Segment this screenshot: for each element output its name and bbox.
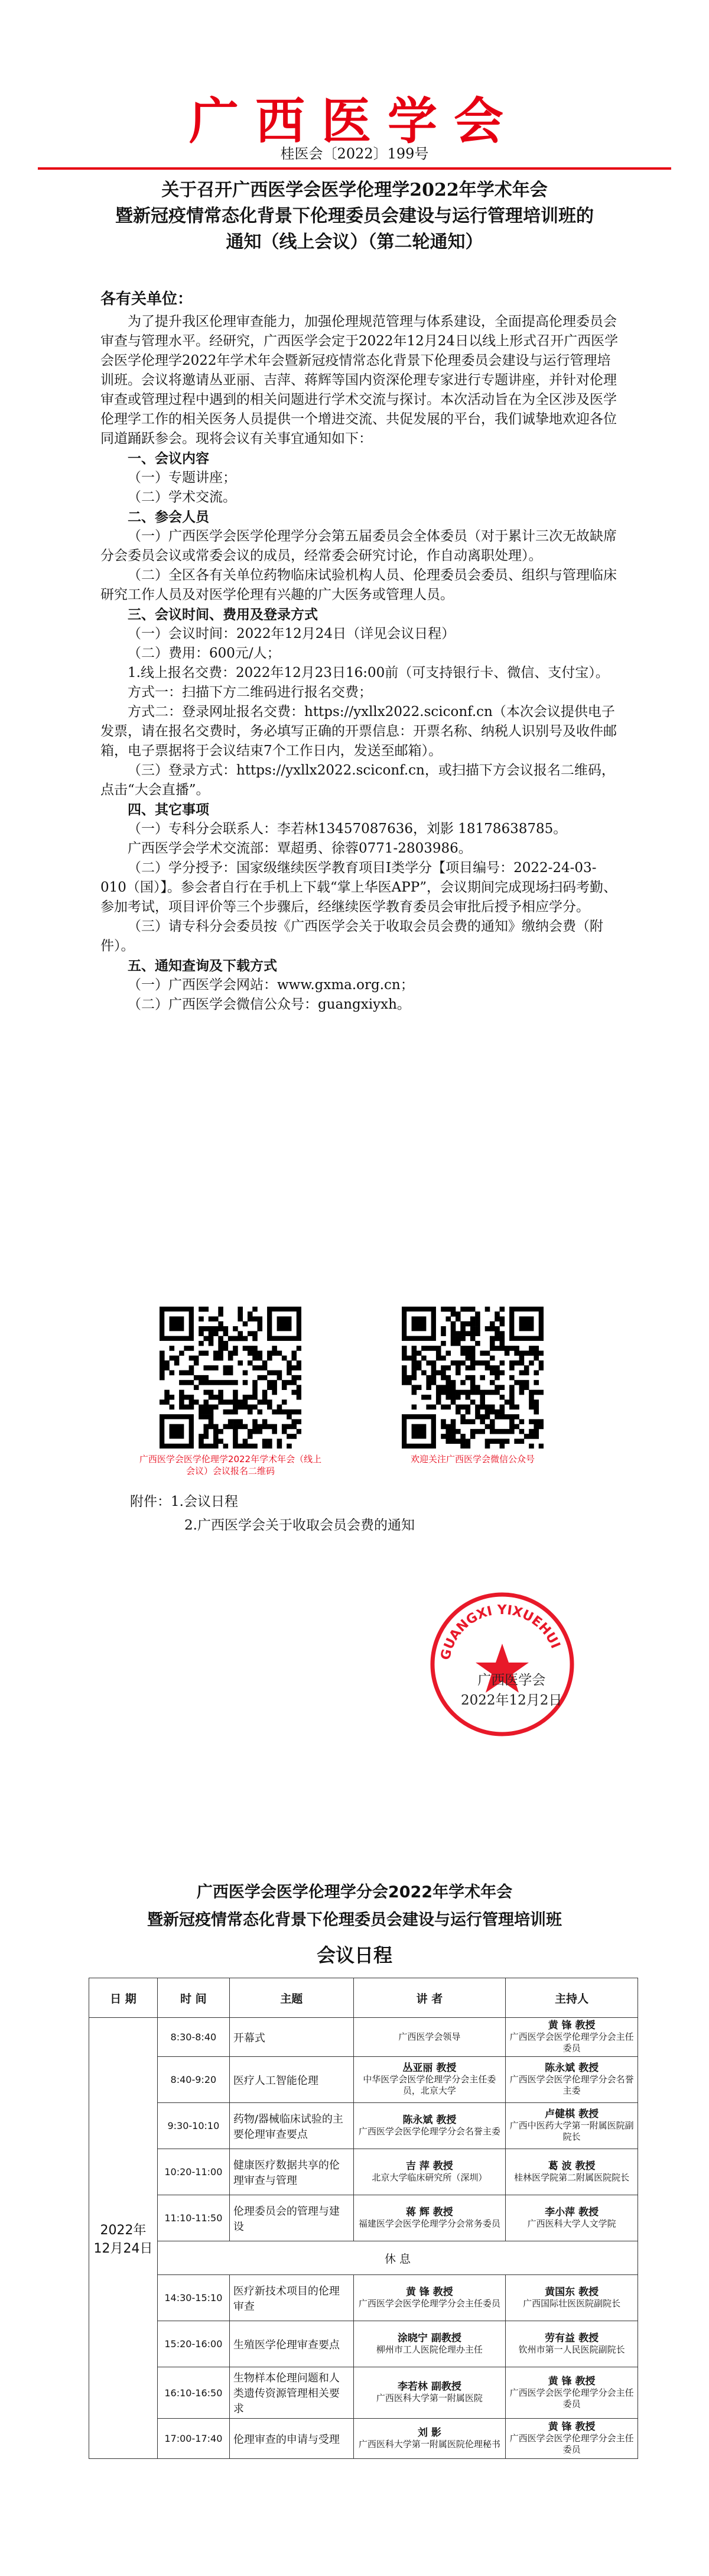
host-org: 桂林医学院第二附属医院院长	[514, 2172, 630, 2183]
host-name: 陈永斌 教授	[545, 2062, 599, 2074]
time-cell: 11:10-11:50	[157, 2195, 229, 2241]
time-cell: 16:10-16:50	[157, 2367, 229, 2419]
speaker-org: 广西医学会医学伦理学分会名誉主委	[358, 2125, 500, 2137]
time-cell: 15:20-16:00	[157, 2321, 229, 2367]
speaker-cell	[353, 2149, 506, 2195]
svg-text:GUANGXI YIXUEHUI: GUANGXI YIXUEHUI	[438, 1602, 563, 1662]
topic-cell: 健康医疗数据共享的伦理审查与管理	[229, 2149, 353, 2195]
masthead-title: 广西医学会	[188, 92, 520, 150]
speaker-org: 广西医科大学第一附属医院	[376, 2393, 483, 2403]
paragraph: （一）广西医学会医学伦理学分会第五届委员会全体委员（对于累计三次无故缺席分会委员会议或常委会议的成员，经常委会研究讨论，作自动离职处理）。	[100, 529, 617, 563]
paragraph: 方式二：登录网址报名交费：https://yxllx2022.sciconf.cn（本次会议提供电子发票，请在报名交费时，务必填写正确的开票信息：开票名称、纳税人识别号及收件邮箱，电子票据将于会议结束7个工作日内，发送至邮箱）。	[100, 704, 617, 759]
qr-caption: 欢迎关注广西医学会微信公众号	[410, 1454, 535, 1464]
host-org: 广西医科大学人文学院	[527, 2218, 616, 2229]
title-line: 关于召开广西医学会医学伦理学2022年学术年会	[161, 180, 548, 200]
red-divider	[38, 167, 671, 170]
host-name: 葛 波 教授	[548, 2160, 596, 2172]
speaker-cell	[353, 2057, 506, 2103]
qr-pattern	[402, 1307, 544, 1449]
topic-cell: 伦理委员会的管理与建设	[229, 2195, 353, 2241]
speaker-org: 广西医学会医学伦理学分会主任委员	[358, 2298, 500, 2309]
speaker-org: 广西医学会领导	[398, 2031, 461, 2042]
schedule-table	[89, 1978, 638, 2459]
host-org: 广西医学会医学伦理学分会主任委员	[509, 2387, 634, 2409]
attachment-item: 2.广西医学会关于收取会员会费的通知	[184, 1518, 415, 1533]
section-heading: 一、会议内容	[128, 451, 209, 466]
table-row	[89, 2195, 638, 2241]
speaker-org: 福建医学会医学伦理学分会常务委员	[358, 2218, 500, 2229]
host-org: 钦州市第一人民医院副院长	[518, 2344, 625, 2355]
speaker-name: 涂晓宁 副教授	[397, 2332, 461, 2344]
host-name: 黄 锋 教授	[548, 2020, 596, 2031]
topic-cell: 生殖医学伦理审查要点	[229, 2321, 353, 2367]
title-line: 通知（线上会议）（第二轮通知）	[226, 232, 483, 252]
speaker-name: 黄 锋 教授	[405, 2286, 453, 2298]
speaker-cell	[353, 2103, 506, 2149]
column-header: 日 期	[89, 1978, 158, 2018]
speaker-cell	[353, 2419, 506, 2459]
paragraph: （三）登录方式：https://yxllx2022.sciconf.cn，或扫描下方会议报名二维码，点击“大会直播”。	[100, 763, 615, 798]
time-cell: 10:20-11:00	[157, 2149, 229, 2195]
speaker-name: 蒋 辉 教授	[405, 2206, 453, 2218]
notice-title	[0, 177, 709, 255]
signature-block	[461, 1670, 562, 1710]
break-row	[89, 2241, 638, 2275]
host-cell	[506, 2103, 638, 2149]
schedule-title-line1: 广西医学会医学伦理学分会2022年学术年会	[196, 1883, 513, 1901]
time-cell: 17:00-17:40	[157, 2419, 229, 2459]
section-heading: 五、通知查询及下载方式	[128, 958, 277, 974]
wechat-qr-block	[378, 1307, 567, 1465]
registration-qr-code[interactable]	[160, 1307, 301, 1449]
column-header: 讲 者	[353, 1978, 506, 2018]
host-org: 广西医学会医学伦理学分会主任委员	[509, 2433, 634, 2455]
speaker-name: 丛亚丽 教授	[402, 2062, 457, 2074]
host-cell	[506, 2018, 638, 2057]
host-name: 黄 锋 教授	[548, 2421, 596, 2433]
schedule-title-line3: 会议日程	[316, 1944, 392, 1966]
date-cell: 2022年12月24日	[89, 2018, 158, 2459]
sign-date: 2022年12月2日	[461, 1693, 562, 1708]
table-row	[89, 2275, 638, 2321]
paragraph: （三）请专科分会委员按《广西医学会关于收取会员会费的通知》缴纳会费（附件）。	[100, 919, 603, 954]
attachments	[130, 1490, 415, 1537]
time-cell: 8:40-9:20	[157, 2057, 229, 2103]
speaker-org: 中华医学会医学伦理学分会主任委员，北京大学	[363, 2074, 496, 2096]
qr-caption: 广西医学会医学伦理学2022年学术年会（线上会议）会议报名二维码	[139, 1454, 322, 1476]
host-name: 李小萍 教授	[545, 2206, 599, 2218]
host-name: 卢健棋 教授	[545, 2108, 599, 2120]
speaker-cell	[353, 2275, 506, 2321]
section-heading: 三、会议时间、费用及登录方式	[128, 607, 318, 623]
speaker-cell	[353, 2367, 506, 2419]
section-heading: 二、参会人员	[128, 509, 209, 525]
title-line: 暨新冠疫情常态化背景下伦理委员会建设与运行管理培训班的	[115, 206, 594, 226]
time-cell: 8:30-8:40	[157, 2018, 229, 2057]
host-cell	[506, 2275, 638, 2321]
host-cell	[506, 2419, 638, 2459]
wechat-qr-code[interactable]	[402, 1307, 544, 1449]
table-row	[89, 2149, 638, 2195]
paragraph: （二）费用：600元/人；	[128, 646, 281, 661]
host-name: 劳有益 教授	[545, 2332, 599, 2344]
paragraph: 广西医学会学术交流部：覃超勇、徐蓉0771-2803986。	[128, 841, 472, 856]
table-row	[89, 2057, 638, 2103]
registration-qr-block	[136, 1307, 325, 1477]
table-row	[89, 2321, 638, 2367]
attachment-item: 附件：1.会议日程	[130, 1494, 238, 1509]
topic-cell: 生物样本伦理问题和人类遗传资源管理相关要求	[229, 2367, 353, 2419]
notice-body	[100, 312, 620, 1015]
list-item: （一）专题讲座；	[128, 470, 236, 485]
time-cell: 9:30-10:10	[157, 2103, 229, 2149]
paragraph: （一）会议时间：2022年12月24日（详见会议日程）	[128, 626, 456, 641]
topic-cell: 伦理审查的申请与受理	[229, 2419, 353, 2459]
column-header: 时 间	[157, 1978, 229, 2018]
paragraph: （一）专科分会联系人：李若林13457087636，刘影 18178638785。	[128, 821, 567, 837]
paragraph: 方式一：扫描下方二维码进行报名交费；	[128, 685, 372, 700]
table-row	[89, 2419, 638, 2459]
document-number: 桂医会〔2022〕199号	[280, 145, 429, 162]
speaker-cell	[353, 2195, 506, 2241]
paragraph: （一）广西医学会网站：www.gxma.org.cn；	[128, 977, 414, 993]
host-cell	[506, 2195, 638, 2241]
section-heading: 四、其它事项	[128, 802, 209, 818]
speaker-org: 柳州市工人医院伦理办主任	[376, 2344, 483, 2355]
topic-cell: 医疗人工智能伦理	[229, 2057, 353, 2103]
host-cell	[506, 2057, 638, 2103]
sign-organization: 广西医学会	[477, 1673, 546, 1688]
speaker-org: 北京大学临床研究所（深圳）	[372, 2172, 487, 2183]
speaker-name: 刘 影	[417, 2426, 441, 2439]
host-name: 黄 锋 教授	[548, 2375, 596, 2387]
host-org: 广西医学会医学伦理学分会名誉主委	[509, 2074, 634, 2096]
host-cell	[506, 2321, 638, 2367]
list-item: （二）学术交流。	[128, 490, 236, 505]
schedule-title-line2: 暨新冠疫情常态化背景下伦理委员会建设与运行管理培训班	[147, 1911, 562, 1929]
topic-cell: 药物/器械临床试验的主要伦理审查要点	[229, 2103, 353, 2149]
official-seal	[425, 1587, 579, 1741]
speaker-name: 陈永斌 教授	[402, 2114, 457, 2126]
paragraph: 1.线上报名交费：2022年12月23日16:00前（可支持银行卡、微信、支付宝）。	[128, 665, 609, 681]
host-org: 广西国际壮医医院副院长	[523, 2298, 621, 2309]
table-row	[89, 2018, 638, 2057]
table-row	[89, 2103, 638, 2149]
host-cell	[506, 2367, 638, 2419]
column-header: 主题	[229, 1978, 353, 2018]
time-cell: 14:30-15:10	[157, 2275, 229, 2321]
speaker-org: 广西医科大学第一附属医院伦理秘书	[358, 2438, 500, 2449]
salutation: 各有关单位：	[100, 290, 193, 308]
break-cell: 休 息	[157, 2241, 638, 2275]
qr-pattern	[160, 1307, 301, 1449]
speaker-cell	[353, 2321, 506, 2367]
speaker-name: 李若林 副教授	[397, 2381, 461, 2393]
speaker-name: 吉 萍 教授	[405, 2160, 453, 2172]
paragraph: （二）全区各有关单位药物临床试验机构人员、伦理委员会委员、组织与管理临床研究工作人员及对医学伦理有兴趣的广大医务或管理人员。	[100, 568, 617, 602]
speaker-cell	[353, 2018, 506, 2057]
host-name: 黄国东 教授	[545, 2286, 599, 2298]
table-row	[89, 2367, 638, 2419]
topic-cell: 医疗新技术项目的伦理审查	[229, 2275, 353, 2321]
intro-paragraph: 为了提升我区伦理审查能力，加强伦理规范管理与体系建设，全面提高伦理委员会审查与管理水平。经研究，广西医学会定于2022年12月24日以线上形式召开广西医学会医学伦理学2022年学术年会暨新冠疫情常态化背景下伦理委员会建设与运行管理培训班。会议将邀请丛亚丽、吉萍、蒋辉等国内资深伦理专家进行专题讲座，并针对伦理审查或管理过程中遇到的相关问题进行学术交流与探讨。本次活动旨在为全区涉及医学伦理学工作的相关医务人员提供一个增进交流、共促发展的平台，我们诚挚地欢迎各位同道踊跃参会。现将会议有关事宜通知如下：	[100, 314, 619, 446]
column-header: 主持人	[506, 1978, 638, 2018]
table-header-row	[89, 1978, 638, 2018]
host-cell	[506, 2149, 638, 2195]
host-org: 广西中医药大学第一附属医院副院长	[509, 2120, 634, 2142]
topic-cell: 开幕式	[229, 2018, 353, 2057]
paragraph: （二）广西医学会微信公众号：guangxiyxh。	[128, 997, 411, 1012]
host-org: 广西医学会医学伦理学分会主任委员	[509, 2031, 634, 2053]
paragraph: （二）学分授予：国家级继续医学教育项目Ⅰ类学分【项目编号：2022-24-03-010（国）】。参会者自行在手机上下载“掌上华医APP”，会议期间完成现场扫码考勤、参加考试，项目评价等三个步骤后，经继续医学教育委员会审批后授予相应学分。	[100, 860, 617, 915]
